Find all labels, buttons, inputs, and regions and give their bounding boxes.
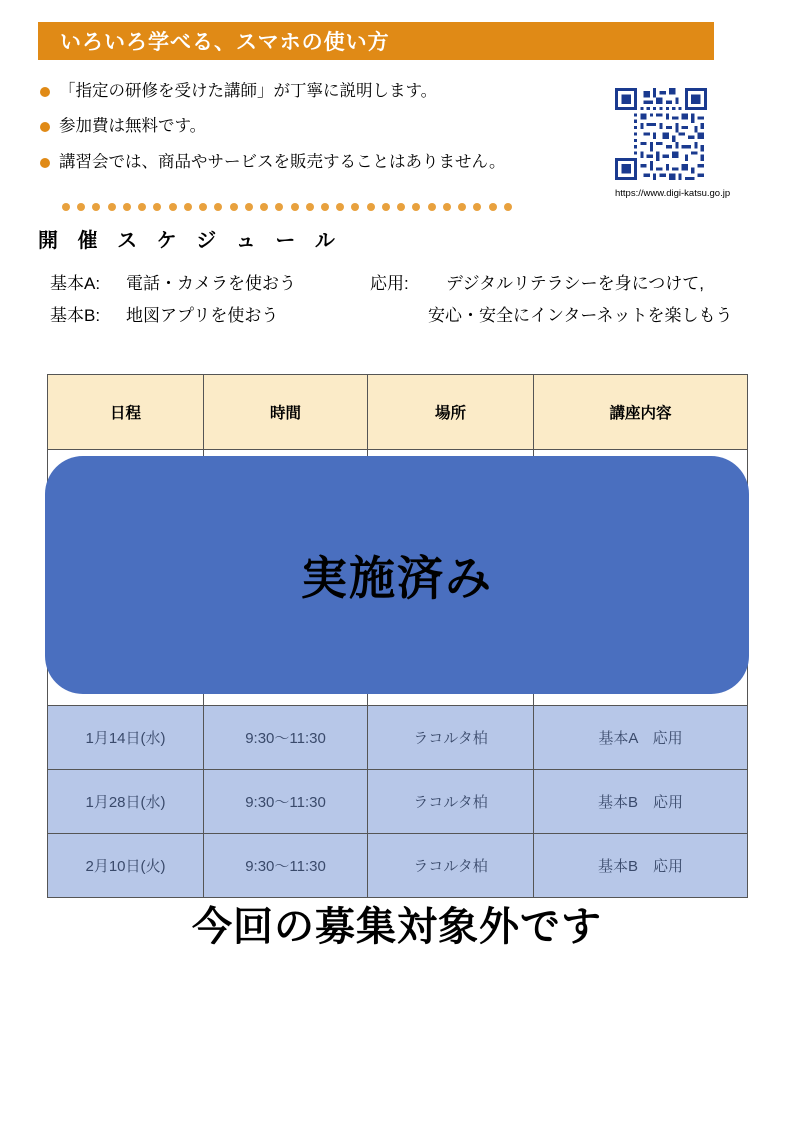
legend-label: 基本B: — [50, 306, 101, 326]
cell-time: 9:30〜11:30 — [204, 770, 368, 834]
table-row — [48, 706, 748, 770]
legend-label: 応用: — [370, 274, 409, 293]
legend-label: 基本A: — [50, 274, 101, 293]
cell-place: ラコルタ柏 — [368, 770, 534, 834]
page-title: いろいろ学べる、スマホの使い方 — [60, 31, 390, 54]
bullet-text: 「指定の研修を受けた講師」が丁寧に説明します。 — [59, 82, 438, 100]
legend-left-column — [50, 268, 370, 333]
bullet-text: 講習会では、商品やサービスを販売することはありません。 — [59, 152, 506, 171]
table-row — [48, 834, 748, 898]
column-header-content: 講座内容 — [534, 375, 748, 450]
cell-date: 1月28日(水) — [48, 770, 204, 834]
legend-text: 安心・安全にインターネットを楽しもう — [428, 306, 733, 326]
legend-row — [50, 268, 370, 300]
bullet-dot-icon — [40, 87, 50, 97]
column-header-date: 日程 — [48, 375, 204, 450]
qr-url-text: https://www.digi-katsu.go.jp — [615, 188, 731, 199]
bullet-text: 参加費は無料です。 — [59, 117, 207, 136]
cell-place: ラコルタ柏 — [368, 706, 534, 770]
cell-content: 基本B 応用 — [534, 834, 748, 898]
list-item — [40, 115, 600, 137]
legend-right-column — [370, 268, 770, 333]
list-item — [40, 80, 600, 102]
legend-text: 電話・カメラを使おう — [126, 274, 296, 293]
completed-overlay-label: 実施済み — [301, 552, 493, 604]
column-header-place: 場所 — [368, 375, 534, 450]
cell-place: ラコルタ柏 — [368, 834, 534, 898]
cell-time: 9:30〜11:30 — [204, 706, 368, 770]
bullet-dot-icon — [40, 122, 50, 132]
table-header-row — [48, 375, 748, 450]
legend-text: 地図アプリを使おう — [126, 306, 279, 326]
cell-date: 2月10日(火) — [48, 834, 204, 898]
legend-row — [50, 300, 370, 332]
out-of-scope-overlay-label: 今回の募集対象外です — [192, 904, 602, 949]
cell-content: 基本B 応用 — [534, 770, 748, 834]
bullet-dot-icon — [40, 158, 50, 168]
dotted-divider — [62, 203, 512, 213]
cell-time: 9:30〜11:30 — [204, 834, 368, 898]
column-header-time: 時間 — [204, 375, 368, 450]
completed-overlay — [45, 456, 749, 694]
legend-row-continued — [370, 300, 770, 332]
cell-content: 基本A 応用 — [534, 706, 748, 770]
header-banner — [38, 22, 714, 60]
legend-row — [370, 268, 770, 300]
legend-text: デジタルリテラシーを身につけて, — [446, 274, 705, 293]
bullet-list — [40, 80, 600, 186]
table-row — [48, 770, 748, 834]
list-item — [40, 151, 600, 173]
schedule-heading: 開 催 ス ケ ジ ュ ー ル — [38, 230, 342, 252]
cell-date: 1月14日(水) — [48, 706, 204, 770]
qr-code-icon — [615, 88, 707, 180]
qr-block — [615, 88, 731, 199]
